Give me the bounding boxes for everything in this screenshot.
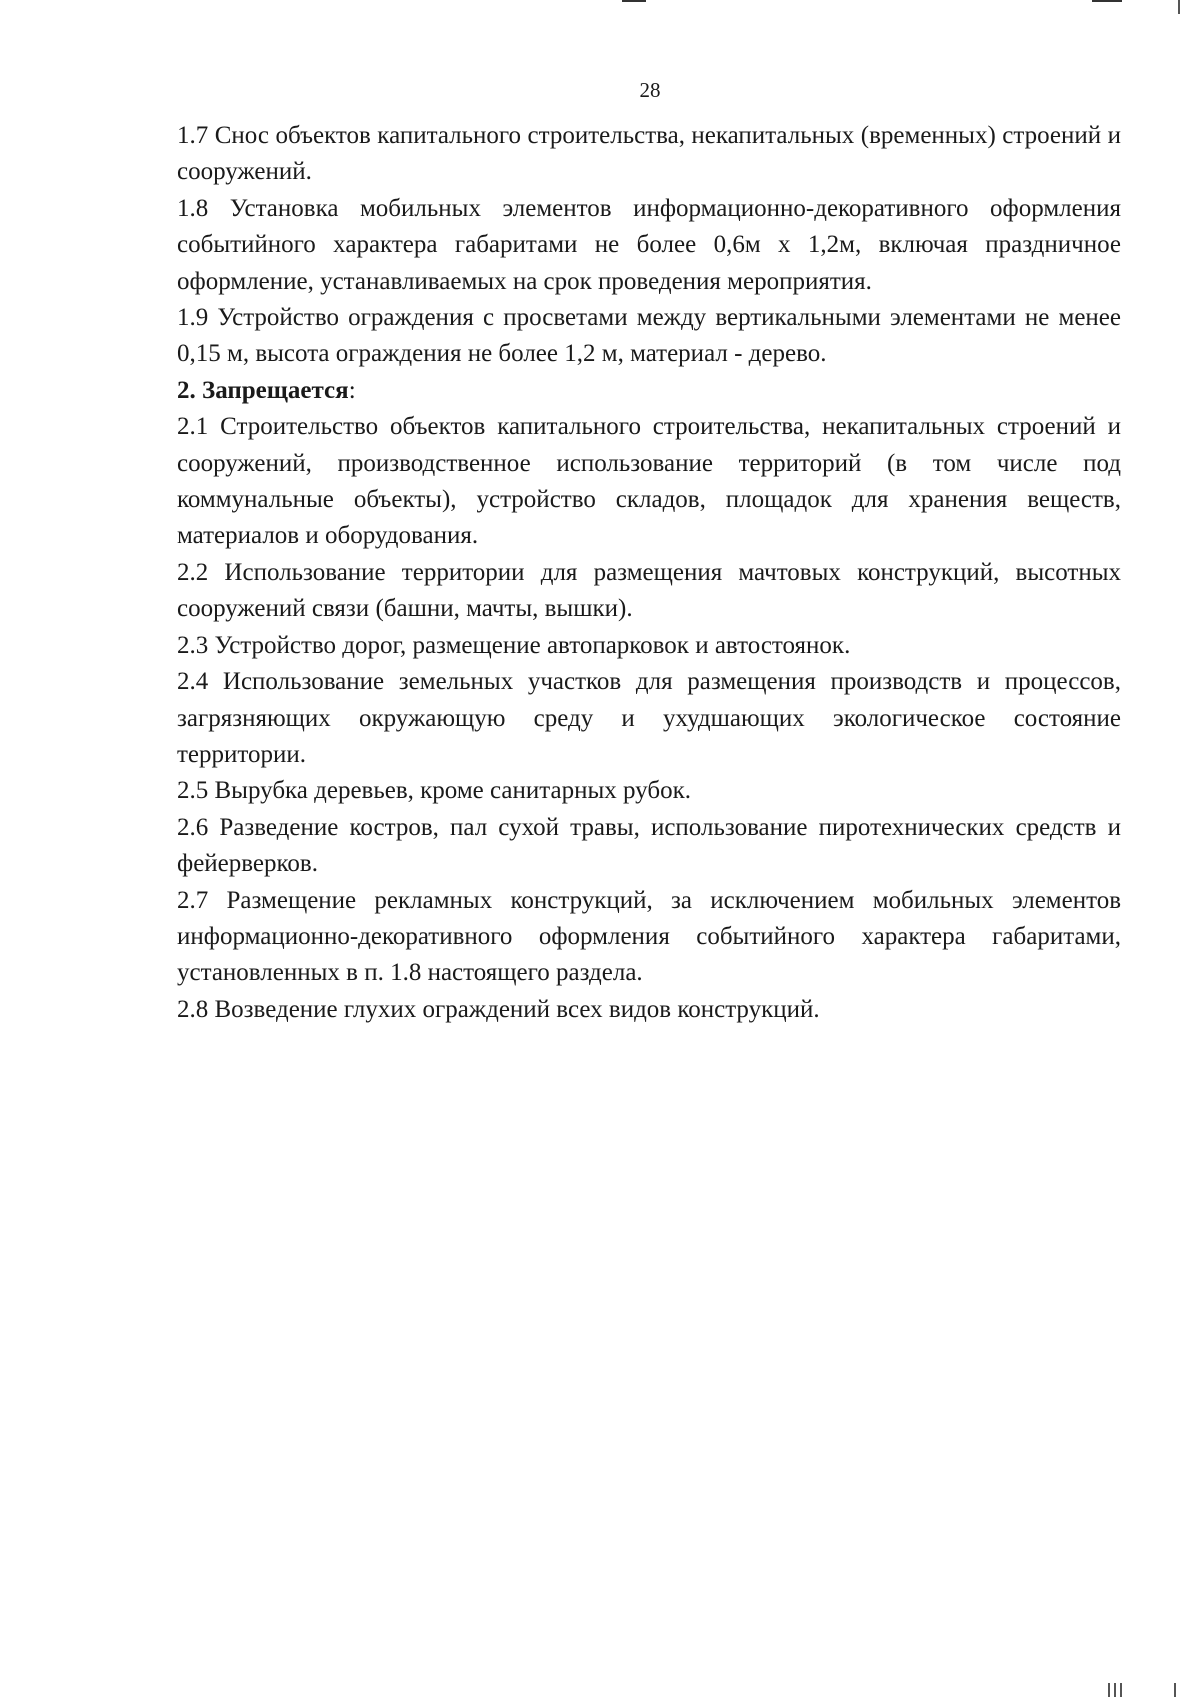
scan-artifact-top-right-mark (1092, 0, 1122, 2)
scan-artifact-bottom-mark-d (1174, 1683, 1176, 1697)
scan-artifact-bottom-mark-a (1108, 1683, 1110, 1697)
scan-artifact-top-right-tick (1178, 0, 1180, 14)
paragraph-2-7: 2.7 Размещение рекламных конструкций, за исключением мобильных элементов информационно-декоративного оформления событийного характера габаритами, установленных в п. 1.8 настоящего раздела. (177, 886, 1121, 987)
paragraph-2-8: 2.8 Возведение глухих ограждений всех видов конструкций. (177, 995, 820, 1023)
paragraph-1-7: 1.7 Снос объектов капитального строительства, некапитальных (временных) строений и сооружений. (177, 122, 1121, 186)
paragraph-1-8: 1.8 Установка мобильных элементов информационно-декоративного оформления событийного характера габаритами не более 0,6м х 1,2м, включая праздничное оформление, устанавливаемых на срок проведения мероприятия. (177, 194, 1121, 295)
section-heading-text: 2. Запрещается (177, 376, 349, 404)
document-body (177, 118, 1121, 1028)
page-number: 28 (639, 78, 661, 102)
scan-artifact-bottom-mark-c (1120, 1683, 1122, 1697)
scan-artifact-top-mark (622, 0, 646, 2)
section-heading-colon: : (348, 376, 356, 404)
paragraph-2-1: 2.1 Строительство объектов капитального строительства, некапитальных строений и сооружений, производственное использование территорий (в том числе под коммунальные объекты), устройство складов, площадок для хранения веществ, материалов и оборудования. (177, 413, 1121, 550)
scan-artifact-bottom-mark-b (1114, 1683, 1116, 1697)
paragraph-2-6: 2.6 Разведение костров, пал сухой травы, использование пиротехнических средств и фейерверков. (177, 813, 1121, 878)
paragraph-2-2: 2.2 Использование территории для размещения мачтовых конструкций, высотных сооружений связи (башни, мачты, вышки). (177, 558, 1121, 623)
paragraph-2-3: 2.3 Устройство дорог, размещение автопарковок и автостоянок. (177, 631, 851, 659)
section-heading (177, 373, 1121, 409)
paragraph-1-9: 1.9 Устройство ограждения с просветами между вертикальными элементами не менее 0,15 м, высота ограждения не более 1,2 м, материал - дерево. (177, 304, 1121, 368)
paragraph-2-4: 2.4 Использование земельных участков для размещения производств и процессов, загрязняющих окружающую среду и ухудшающих экологическое состояние территории. (177, 668, 1121, 768)
paragraph-2-5: 2.5 Вырубка деревьев, кроме санитарных рубок. (177, 777, 691, 805)
